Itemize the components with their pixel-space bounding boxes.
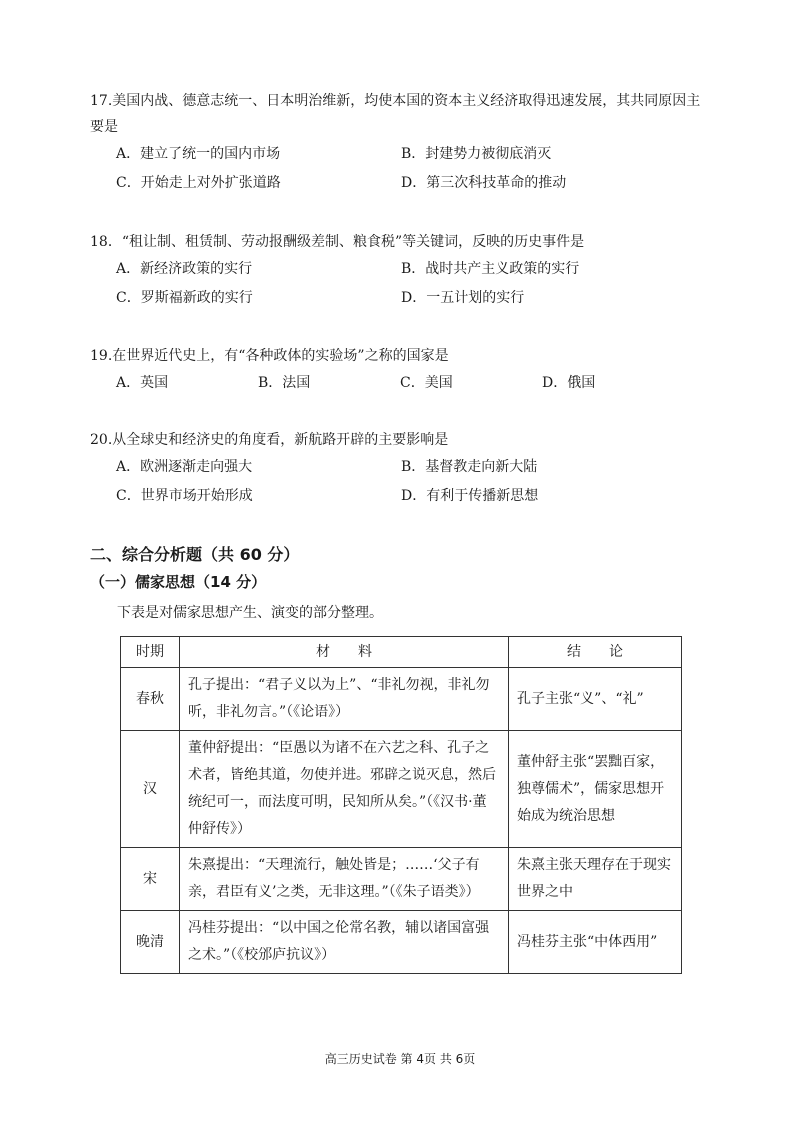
table-row [121,848,682,911]
option-row [90,284,710,313]
question-19 [90,343,710,398]
table-row [121,911,682,974]
option-a: A．新经济政策的实行 [116,261,253,277]
question-stem: 17.美国内战、德意志统一、日本明治维新，均使本国的资本主义经济取得迅速发展，其共同原因主要是 [90,93,701,135]
option-row [90,453,710,482]
question-stem: 18．“租让制、租赁制、劳动报酬级差制、粮食税”等关键词，反映的历史事件是 [90,234,585,250]
question-20 [90,427,710,511]
table-row [121,668,682,731]
conclusion-cell: 董仲舒主张“罢黜百家，独尊儒术”，儒家思想开始成为统治思想 [509,731,682,848]
option-a: A．英国 [116,375,169,391]
option-row [90,482,710,511]
period-cell: 汉 [121,731,180,848]
option-a: A．建立了统一的国内市场 [116,146,281,162]
option-d: D．第三次科技革命的推动 [401,175,567,191]
material-cell: 董仲舒提出：“臣愚以为诸不在六艺之科、孔子之术者，皆绝其道，勿使并进。邪辟之说灭息，然后统纪可一，而法度可明，民知所从矣。”（《汉书·董仲舒传》） [180,731,509,848]
conclusion-cell: 冯桂芬主张“中体西用” [509,911,682,974]
option-c: C．开始走上对外扩张道路 [116,175,281,191]
subsection-title: （一）儒家思想（14 分） [90,573,267,591]
material-cell: 孔子提出：“君子义以为上”、“非礼勿视，非礼勿听，非礼勿言。”（《论语》） [180,668,509,731]
question-stem: 20.从全球史和经济史的角度看，新航路开辟的主要影响是 [90,432,449,448]
option-c: C．美国 [400,375,453,391]
table-header-row [121,637,682,668]
period-cell: 晚清 [121,911,180,974]
header-conclusion: 结 论 [509,637,682,668]
header-material: 材 料 [180,637,509,668]
conclusion-cell: 孔子主张“义”、“礼” [509,668,682,731]
option-a: A．欧洲逐渐走向强大 [116,459,253,475]
option-d: D．一五计划的实行 [401,290,525,306]
option-row [90,255,710,284]
option-b: B．战时共产主义政策的实行 [401,261,580,277]
confucianism-table [120,636,682,974]
table-row [121,731,682,848]
option-row [90,140,710,169]
section-title: 二、综合分析题（共 60 分） [90,545,300,564]
period-cell: 春秋 [121,668,180,731]
question-18 [90,229,710,313]
page-footer: 高三历史试卷 第 4页 共 6页 [324,1052,476,1066]
section-intro: 下表是对儒家思想产生、演变的部分整理。 [117,605,383,621]
header-period: 时期 [121,637,180,668]
option-d: D．俄国 [542,375,596,391]
option-c: C．世界市场开始形成 [116,488,253,504]
option-row [90,169,710,198]
option-b: B．封建势力被彻底消灭 [401,146,552,162]
option-c: C．罗斯福新政的实行 [116,290,253,306]
material-cell: 朱熹提出：“天理流行，触处皆是；……‘父子有亲，君臣有义’之类，无非这理。”（《朱子语类》） [180,848,509,911]
material-cell: 冯桂芬提出：“以中国之伦常名教，辅以诸国富强之术。”（《校邠庐抗议》） [180,911,509,974]
question-17 [90,88,710,198]
option-d: D．有利于传播新思想 [401,488,539,504]
option-b: B．基督教走向新大陆 [401,459,538,475]
period-cell: 宋 [121,848,180,911]
option-b: B．法国 [258,375,311,391]
question-stem: 19.在世界近代史上，有“各种政体的实验场”之称的国家是 [90,348,449,364]
option-row [90,369,710,398]
conclusion-cell: 朱熹主张天理存在于现实世界之中 [509,848,682,911]
